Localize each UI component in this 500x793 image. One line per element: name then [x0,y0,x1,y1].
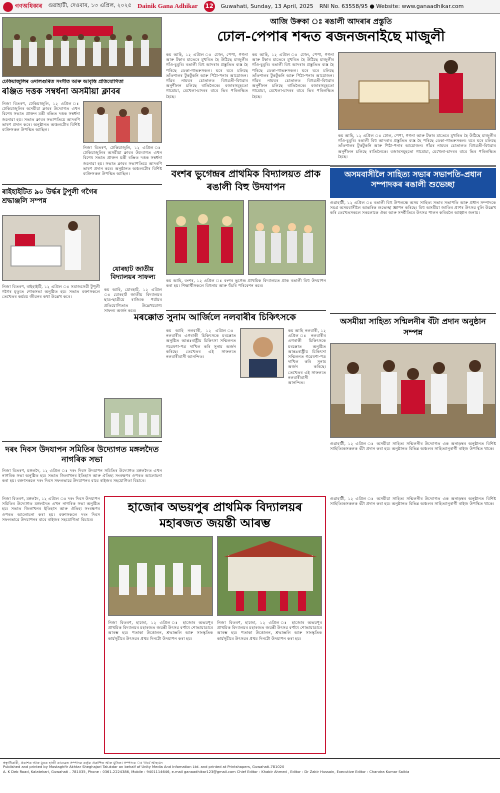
weaving-photo-image [339,53,496,130]
school-photo-2 [217,536,322,616]
lead-body: কম আহি, ১২ এপ্ৰিল ঃ ঢোল, পেপা, গগনা আৰু টকাৰ মাতেৰে মুখৰিত হৈ উঠিছে মাজুলীৰ গাঁও-চুবুৰি। ৰঙালী বিহু আদৰাৰ প্ৰস্তুতিত ব্যস্ত হৈ পৰিছে ডেকা-গাভৰুসকল। ঘৰে ঘৰে চলিছে তাঁতশালৰ টুকটুকনি আৰু পিঠা-পনাৰ আয়োজন। গাঁৱৰ নামঘৰ চোতালত বিহুৱতী-বিহুৱাৰ অনুশীলন চলিছে ৰাতিলৈকে। বজাৰসমূহতো গামোচা, মেখেলা-চাদৰৰ বাবে ভিৰ পৰিলক্ষিত হৈছে। [166,52,248,99]
sahitya-photo [330,165,496,167]
sahitya-body: গুৱাহাটী, ১২ এপ্ৰিল ঃ ৰঙালী বিহু উপলক্ষে অসম সাহিত্য সভাৰ সভাপতি আৰু প্ৰধান সম্পাদকে সমগ্ৰ অসমবাসীলৈ আন্তৰিক শুভেচ্ছা জ্ঞাপন কৰিছে। বিহু অসমীয়া জাতিৰ প্ৰাণৰ উৎসৱ বুলি উল্লেখ কৰি তেখেতসকলে সকলোকে ঐক্য আৰু সম্প্ৰীতিৰে উৎসৱ পালন কৰিবলৈ আহ্বান জনায়। [330,200,496,216]
sonam-headline: মৰক্কোত সুনাম আৰ্জিলে নলবাৰীৰ চিকিৎসকে [134,313,296,323]
samiti-body-cont: নিজা বিতৰণ, মঙ্গলদৈ, ১২ এপ্ৰিল ঃ দৰং দিবস উদযাপন সমিতিৰ উদ্যোগত মঙ্গলদৈত এখন নাগৰিক সভা অনুষ্ঠিত হয়। সভাত জিলাখনৰ ইতিহাস আৰু ঐতিহ্য সংৰক্ষণৰ ওপৰত আলোচনা কৰা হয়। বক্তাসকলে দৰং দিবস সফলভাৱে উদযাপনৰ বাবে ৰাইজৰ সহযোগিতা বিচাৰে। [2,496,100,522]
club-body-cont: নিজা বিতৰণ, ঢেকিয়াজুলি, ১২ এপ্ৰিল ঃ ঢেকিয়াজুলিৰ অসমীয়া ক্লাবৰ উদ্যোগত এখন বিশেষ সভাত প্ৰাক্তন মন্ত্ৰী ৰঞ্জিত দত্তক সম্বৰ্ধনা জনোৱা হয়। সভাত ক্লাবৰ সভাপতিয়ে আদৰণি ভাষণ প্ৰদান কৰে। অনুষ্ঠানত অঞ্চলটোৰ বিশিষ্ট ব্যক্তিসকল উপস্থিত আছিল। [83,145,162,177]
jatiya-body: কম আহি, যোৰহাট, ১২ এপ্ৰিল ঃ যোৰহাট জাতীয় বিদ্যালয়ৰ ছাত্ৰ-ছাত্ৰীয়ে ৰাজ্যিক পৰ্যায়ৰ প্ৰতিযোগিতাত উল্লেখযোগ্য সাফল্য অৰ্জন কৰে। [104,287,162,313]
dateline-english: Guwahati, Sunday, 13 April, 2025 [220,3,314,10]
imprint-line-1: স্বত্বাধিকাৰী, প্ৰকাশক আৰু মুদ্ৰক হাজী কাব্যব্ৰত সম্পাদক কৰ্তৃক প্ৰকাশিত আৰু মুদ্ৰিত। সম্পাদক ঃ খাৰ্বে আহমেদ [3,761,163,765]
doctor-portrait-image [241,329,284,378]
lead-photo [338,52,496,130]
logo-text: গণঅধিকাৰ [15,3,43,10]
award-ceremony-photo-image [331,344,496,438]
students-photo-image [249,201,326,275]
tribute-body: নিজা বিতৰণ, ৰাইহাইটি, ১২ এপ্ৰিল ঃ সমাজসেৱী টুপুলী গগৈৰ মৃত্যুত শোকসভা অনুষ্ঠিত হয়। সভাত বক্তাসকলে তেখেতৰ কৰ্মময় জীৱনৰ কথা উল্লেখ কৰে। [2,284,100,300]
rongali-photo-2 [248,200,326,275]
sanmilani-photo [330,343,496,438]
school-headline: হাজোৰ অভয়পুৰ প্ৰাথমিক বিদ্যালয়ৰ মহাৰজত জয়ন্তী আৰম্ভ [127,500,303,530]
divider [2,184,162,185]
divider [166,310,326,311]
club-inset-photo [83,101,162,143]
masthead [0,0,500,14]
rongali-photo-1 [166,200,244,275]
lead-body-end: কম আহি, ১২ এপ্ৰিল ঃ ঢোল, পেপা, গগনা আৰু টকাৰ মাতেৰে মুখৰিত হৈ উঠিছে মাজুলীৰ গাঁও-চুবুৰি। ৰঙালী বিহু আদৰাৰ প্ৰস্তুতিত ব্যস্ত হৈ পৰিছে ডেকা-গাভৰুসকল। ঘৰে ঘৰে চলিছে তাঁতশালৰ টুকটুকনি আৰু পিঠা-পনাৰ আয়োজন। গাঁৱৰ নামঘৰ চোতালত বিহুৱতী-বিহুৱাৰ অনুশীলন চলিছে ৰাতিলৈকে। বজাৰসমূহতো গামোচা, মেখেলা-চাদৰৰ বাবে ভিৰ পৰিলক্ষিত হৈছে। [338,133,496,159]
divider [330,313,496,314]
rongali-headline: বংশৰ ভুগেন্দ্ৰৰ প্ৰাথমিক বিদ্যালয়ত প্ৰাক ৰঙালী বিহু উদযাপন [171,169,321,193]
tribute-headline: ৰাইহাইটিত ৯০ উৰ্দ্ধৰ টুপুলী গগৈৰ শ্ৰদ্ধাঞ্জলি সম্পন্ন [2,187,98,205]
imprint-line-2: Published and printed by Mostaghfir Akhtar Sheghajari Talukdar on behalf of Unity Media And Infomation Ltd. and printed at Printshapers, Guwahati-781020 [3,765,285,770]
club-kicker: ঢেকিয়াজুলিৰ ওদালগুৰিত সংগীত আৰু আবৃত্তি প্ৰতিযোগিতা [2,79,124,85]
samiti-body: নিজা বিতৰণ, মঙ্গলদৈ, ১২ এপ্ৰিল ঃ দৰং দিবস উদযাপন সমিতিৰ উদ্যোগত মঙ্গলদৈত এখন নাগৰিক সভা অনুষ্ঠিত হয়। সভাত জিলাখনৰ ইতিহাস আৰু ঐতিহ্য সংৰক্ষণৰ ওপৰত আলোচনা কৰা হয়। বক্তাসকলে দৰং দিবস সফলভাৱে উদযাপনৰ বাবে ৰাইজৰ সহযোগিতা বিচাৰে। [2,468,162,484]
club-headline: ৰঞ্জিত দত্তক সম্বৰ্ধনা অসমীয়া ক্লাবৰ [2,87,121,97]
bihu-dancers-photo-image [167,201,244,275]
tribute-photo [2,215,100,281]
rongali-body: কম আহি, বংশৰ, ১২ এপ্ৰিল ঃ বংশৰ ভুগেন্দ্ৰ প্ৰাথমিক বিদ্যালয়ত প্ৰাক ৰঙালী বিহু উদযাপন কৰা হয়। শিক্ষাৰ্থীসকলে বিহুনাম আৰু হুঁচৰি পৰিবেশন কৰে। [166,278,326,289]
lead-kicker: আজি উৰুকা ঃ ৰঙালী আদৰাৰ প্ৰস্তুতি [270,17,392,26]
club-photo [2,17,162,77]
sanmilani-headline: অসমীয়া সাহিত্য সন্মিলনীৰ বঁটা প্ৰদান অনুষ্ঠান সম্পন্ন [340,316,486,337]
jatiya-headline: যোৰহাট জাতীয় বিদ্যালয়ৰ সাফল্য [110,265,156,281]
samiti-headline: দৰং দিবস উদযাপন সমিতিৰ উদ্যোগত মঙ্গলদৈত নাগৰিক সভা [5,444,159,464]
sonam-body: কম আহি নলবাৰী, ১২ এপ্ৰিল ঃ নলবাৰীৰ এগৰাকী চিকিৎসকে মৰক্কোত অনুষ্ঠিত আন্তঃৰাষ্ট্ৰীয় চিকিৎসা সন্মিলনত গৱেষণা-পত্ৰ দাখিল কৰি সুনাম অৰ্জন কৰিছে। তেখেতৰ এই সাফল্যত নলবাৰীবাসী আনন্দিত। [166,328,236,360]
group-photo-image [3,18,162,77]
sanmilani-body: গুৱাহাটী, ১২ এপ্ৰিল ঃ অসমীয়া সাহিত্য সন্মিলনীৰ উদ্যোগত এক অনাড়ম্বৰ অনুষ্ঠানত বিশিষ্ট সাহিত্যিকসকলক বঁটা প্ৰদান কৰা হয়। অনুষ্ঠানত বিভিন্ন অঞ্চলৰ সাহিত্যানুৰাগী ৰাইজ উপস্থিত থাকে। [330,441,496,452]
logo-icon [3,2,13,12]
sanmilani-body-cont: গুৱাহাটী, ১২ এপ্ৰিল ঃ অসমীয়া সাহিত্য সন্মিলনীৰ উদ্যোগত এক অনাড়ম্বৰ অনুষ্ঠানত বিশিষ্ট সাহিত্যিকসকলক বঁটা প্ৰদান কৰা হয়। অনুষ্ঠানত বিভিন্ন অঞ্চলৰ সাহিত্যানুৰাগী ৰাইজ উপস্থিত থাকে। [330,496,496,507]
sahitya-headline: অসমবাসীলৈ সাহিত্য সভাৰ সভাপতি-প্ৰধান সম্পাদকৰ ৰঙালী শুভেচ্ছা [330,168,496,198]
school-procession-photo-image [109,537,213,616]
doctor-photo [240,328,284,378]
logo [3,1,42,12]
paper-name: Dainik Gana Adhikar [137,3,198,10]
imprint-footer [0,758,500,793]
lead-headline: ঢোল-পেপাৰ শব্দত ৰজনজনাইছে মাজুলী [217,29,445,45]
school-building-photo-image [218,537,322,616]
imprint-line-3: A. K Deb Road, Kalatekari, Guwahati - 781035, Phone : 0361-2224386, Mobile : 9401114646, e-mail ganaadhikar123@gmail.com Chief Editor : Khabir Ahmed , Editor : Dr Zakir Hussain, Executive Editor : Chandra Kumar Saikia [3,769,410,774]
club-body: নিজা বিতৰণ, ঢেকিয়াজুলি, ১২ এপ্ৰিল ঃ ঢেকিয়াজুলিৰ অসমীয়া ক্লাবৰ উদ্যোগত এখন বিশেষ সভাত প্ৰাক্তন মন্ত্ৰী ৰঞ্জিত দত্তক সম্বৰ্ধনা জনোৱা হয়। সভাত ক্লাবৰ সভাপতিয়ে আদৰণি ভাষণ প্ৰদান কৰে। অনুষ্ঠানত অঞ্চলটোৰ বিশিষ্ট ব্যক্তিসকল উপস্থিত আছিল। [2,101,80,133]
lead-body-cont: কম আহি, ১২ এপ্ৰিল ঃ ঢোল, পেপা, গগনা আৰু টকাৰ মাতেৰে মুখৰিত হৈ উঠিছে মাজুলীৰ গাঁও-চুবুৰি। ৰঙালী বিহু আদৰাৰ প্ৰস্তুতিত ব্যস্ত হৈ পৰিছে ডেকা-গাভৰুসকল। ঘৰে ঘৰে চলিছে তাঁতশালৰ টুকটুকনি আৰু পিঠা-পনাৰ আয়োজন। গাঁৱৰ নামঘৰ চোতালত বিহুৱতী-বিহুৱাৰ অনুশীলন চলিছে ৰাতিলৈকে। বজাৰসমূহতো গামোচা, মেখেলা-চাদৰৰ বাবে ভিৰ পৰিলক্ষিত হৈছে। [252,52,334,99]
rni-website: RNI No. 63558/95 ● Website: www.ganaadhikar.com [319,3,464,10]
school-body-cont: নিজা বিতৰণ, হাজো, ১২ এপ্ৰিল ঃ হাজোৰ অভয়পুৰ প্ৰাথমিক বিদ্যালয়ৰ মহাৰজত জয়ন্তী উৎসৱ বৰ্ণাঢ্য শোভাযাত্ৰাৰে আৰম্ভ হয়। পতাকা উত্তোলন, শ্ৰদ্ধাঞ্জলি আৰু সাংস্কৃতিক কাৰ্যসূচীৰে উৎসৱৰ প্ৰথম দিনটো উদযাপন কৰা হয়। [217,620,322,641]
dateline-assamese: গুৱাহাটী, দেওবাৰ, ১৩ এপ্ৰিল, ২০২৫ [48,2,132,9]
felicitation-photo-image [84,102,162,143]
school-body: নিজা বিতৰণ, হাজো, ১২ এপ্ৰিল ঃ হাজোৰ অভয়পুৰ প্ৰাথমিক বিদ্যালয়ৰ মহাৰজত জয়ন্তী উৎসৱ বৰ্ণাঢ্য শোভাযাত্ৰাৰে আৰম্ভ হয়। পতাকা উত্তোলন, শ্ৰদ্ধাঞ্জলি আৰু সাংস্কৃতিক কাৰ্যসূচীৰে উৎসৱৰ প্ৰথম দিনটো উদযাপন কৰা হয়। [108,620,213,641]
divider [2,441,162,442]
page-number: 12 [205,3,214,10]
sonam-body-cont: কম আহি নলবাৰী, ১২ এপ্ৰিল ঃ নলবাৰীৰ এগৰাকী চিকিৎসকে মৰক্কোত অনুষ্ঠিত আন্তঃৰাষ্ট্ৰীয় চিকিৎসা সন্মিলনত গৱেষণা-পত্ৰ দাখিল কৰি সুনাম অৰ্জন কৰিছে। তেখেতৰ এই সাফল্যত নলবাৰীবাসী আনন্দিত। [288,328,326,386]
tribute-photo-image [3,216,100,281]
school-children-photo-image [105,399,162,438]
jatiya-photo [104,398,162,438]
school-photo-1 [108,536,213,616]
